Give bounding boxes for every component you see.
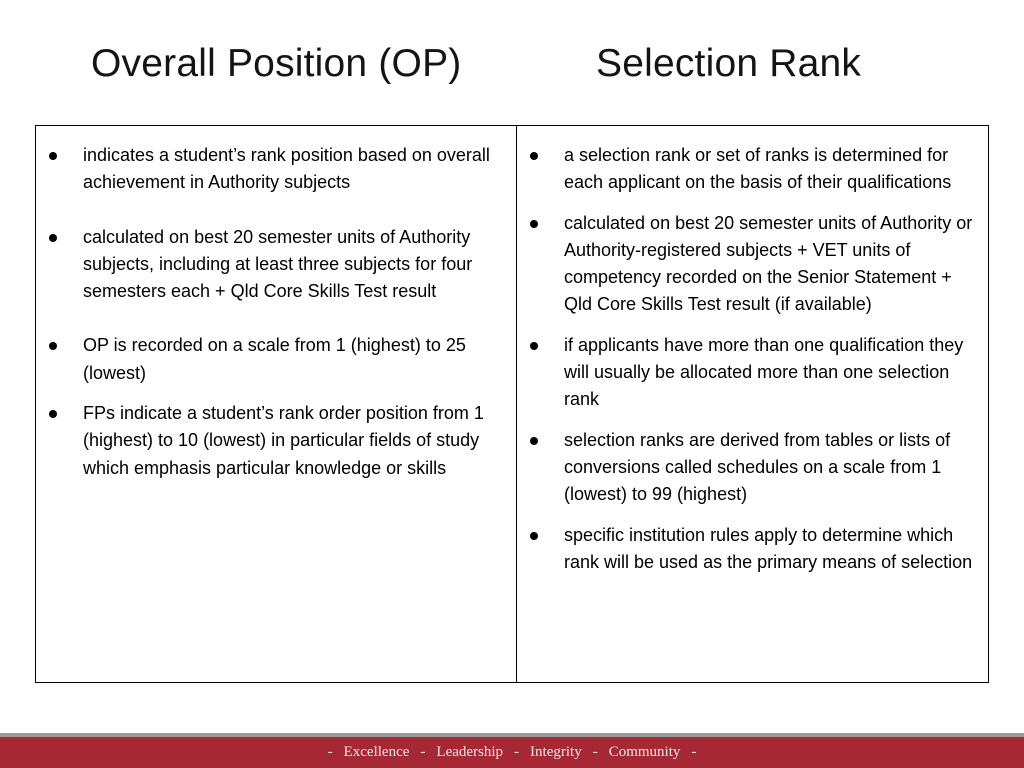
list-item [523,210,983,319]
footer-value-integrity: Integrity [530,744,582,760]
footer-separator: - [514,744,520,760]
bullet-icon [49,234,57,242]
footer-value-excellence: Excellence [343,744,410,760]
list-item [523,332,983,414]
bullet-icon [49,152,57,160]
footer-separator: - [691,744,697,760]
bullet-text: calculated on best 20 semester units of Authority subjects, including at least three subjects for four semesters each + Qld Core Skills Test result [83,226,473,302]
bullet-icon [530,437,538,445]
footer-separator: - [327,744,333,760]
op-heading: Overall Position (OP) [91,42,462,85]
bullet-icon [49,410,57,418]
bullet-text: OP is recorded on a scale from 1 (highest) to 25 (lowest) [83,335,466,383]
bullet-text: indicates a student’s rank position based on overall achievement in Authority subjects [83,145,490,193]
op-bullet-list [42,142,512,482]
bullet-text: specific institution rules apply to determine which rank will be used as the primary means of selection [564,524,973,572]
selection-rank-heading: Selection Rank [596,42,862,85]
bullet-icon [530,220,538,228]
bullet-icon [530,532,538,540]
list-item [523,142,983,197]
selection-rank-column [517,126,987,682]
footer-separator: - [420,744,426,760]
selection-rank-bullet-list [523,142,983,576]
list-item [42,332,512,387]
bullet-text: a selection rank or set of ranks is determined for each applicant on the basis of their qualifications [564,145,952,193]
bullet-icon [49,342,57,350]
footer-value-community: Community [608,744,681,760]
footer-separator: - [592,744,598,760]
bullet-text: if applicants have more than one qualification they will usually be allocated more than one selection rank [564,334,964,410]
list-item [42,224,512,306]
footer-band [0,737,1024,768]
bullet-icon [530,342,538,350]
bullet-text: selection ranks are derived from tables or lists of conversions called schedules on a scale from 1 (lowest) to 99 (highest) [564,429,951,505]
list-item [42,142,512,197]
comparison-table [35,125,989,683]
op-column [36,126,517,682]
list-item [523,427,983,509]
bullet-text: calculated on best 20 semester units of Authority or Authority-registered subjects + VET units of competency recorded on the Senior Statement + Qld Core Skills Test result (if available) [564,212,973,315]
footer-value-leadership: Leadership [436,744,504,760]
list-item [42,400,512,482]
list-item [523,522,983,577]
bullet-icon [530,152,538,160]
bullet-text: FPs indicate a student’s rank order position from 1 (highest) to 10 (lowest) in particular fields of study which emphasis particular knowledge or skills [83,403,484,478]
